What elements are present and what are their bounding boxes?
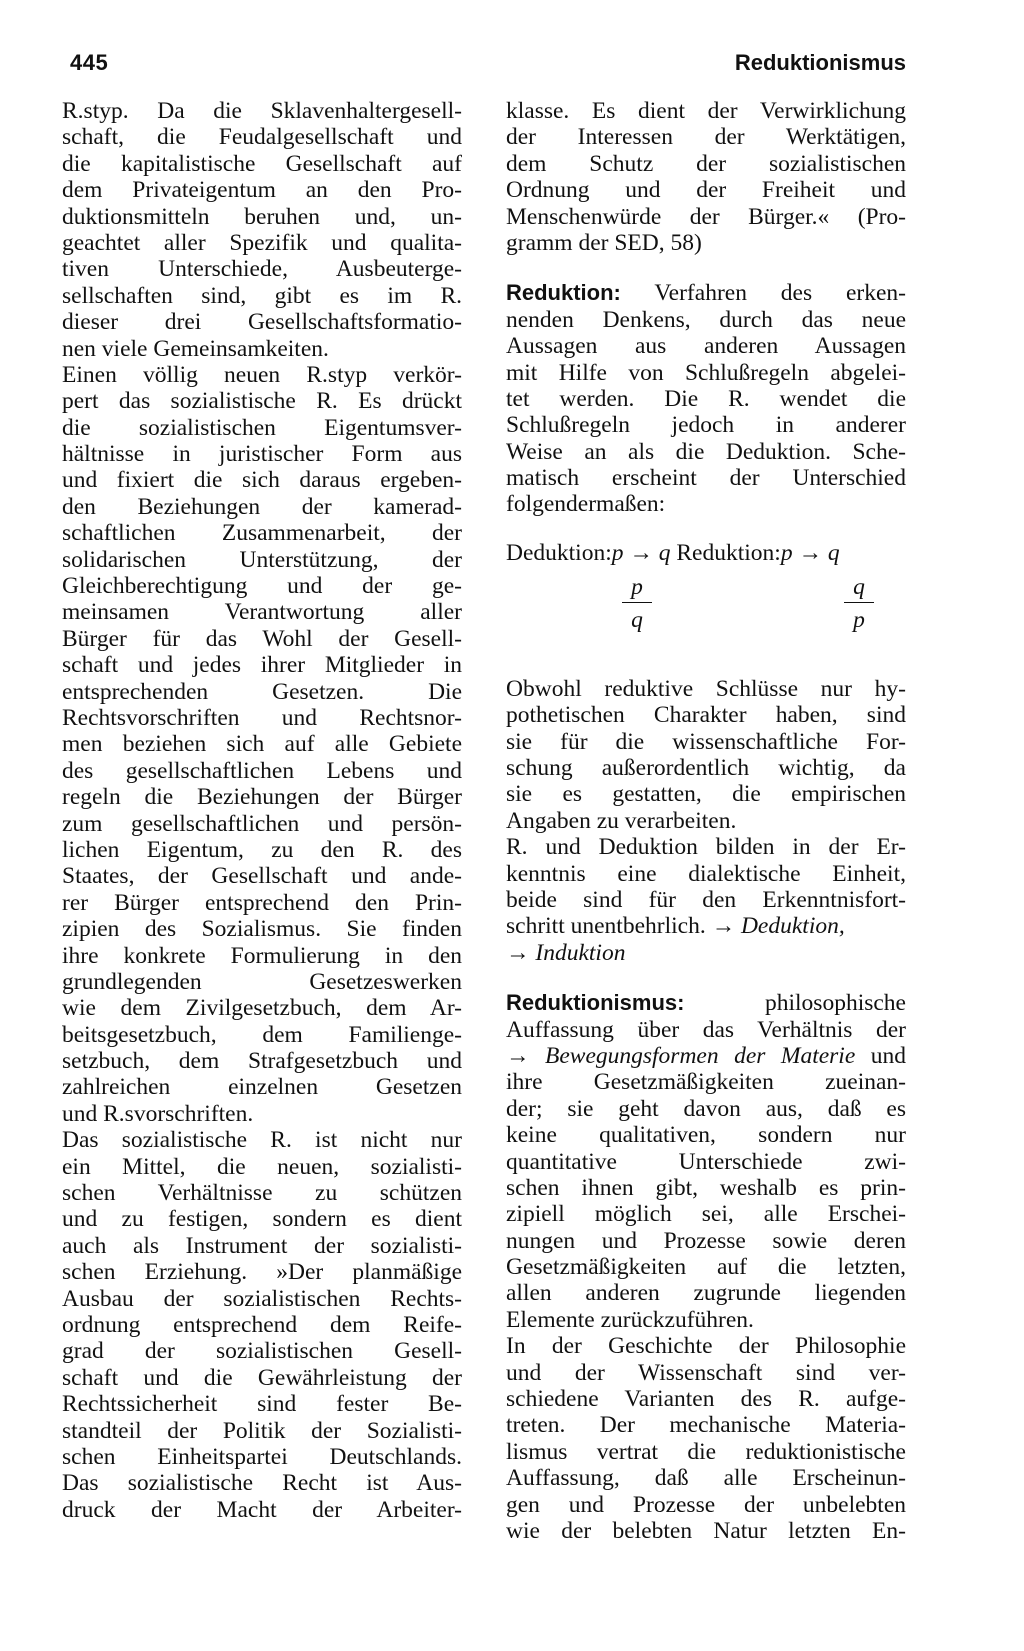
- entry-reduktion: Reduktion: Verfahren des erken- nenden Denkens, durch das neue Aussagen aus anderen Aussagen mit Hilfe von Schlußregeln abgelei- tet werden. Die R. wendet die Schlußregeln jedoch in anderer Weise an als die Deduktion. Sche- matisch erscheint der Unterschied folgendermaßen:: [506, 280, 906, 518]
- text-line: zipien des Sozialismus. Sie finden: [62, 916, 462, 943]
- schema-deduktion-formula: p → q: [611, 539, 671, 566]
- text-line: Schlußregeln jedoch in anderer: [506, 412, 906, 439]
- text-line: Elemente zurückzuführen.: [506, 1306, 754, 1333]
- text-line: schiedene Varianten des R. aufge-: [506, 1386, 906, 1413]
- text-line: und R.svorschriften.: [62, 1100, 254, 1127]
- entry-reduktionismus: Reduktionismus: philosophische Auffassung über das Verhältnis der → Bewegungsformen der Materie und ihre Gesetzmäßigkeiten zueinan- der; sie geht davon aus, daß es keine qualitativen, sondern nur quantitative Unterschiede zwi- schen ihnen gibt, weshalb es prin- zipiell möglich sei, alle Erschei- nungen und Prozesse sowie deren Gesetzmäßigkeiten auf die letzten, allen anderen zugrunde liegenden Elemente zurückzuführen. In der Geschichte der Philosophie und der Wissenschaft sind ver- schiedene Varianten des R. aufge- treten. Der mechanische Materia- lismus vertrat die reduktionistische Auffassung, daß alle Erscheinun- gen und Prozesse der unbelebten wie der belebten Natur letzten En-: [506, 990, 906, 1544]
- text-line: den Beziehungen der kamerad-: [62, 493, 462, 520]
- text-line: treten. Der mechanische Materia-: [506, 1412, 906, 1439]
- text-line: sellschaften sind, gibt es im R.: [62, 282, 462, 309]
- text-line: Angaben zu verarbeiten.: [506, 807, 737, 834]
- text-line: Obwohl reduktive Schlüsse nur hy-: [506, 675, 906, 702]
- text-line: Auffassung, daß alle Erscheinun-: [506, 1465, 906, 1492]
- text-line: men beziehen sich auf alle Gebiete: [62, 731, 462, 758]
- text-line: dem Privateigentum an den Pro-: [62, 177, 462, 204]
- text-line: grad der sozialistischen Gesell-: [62, 1338, 462, 1365]
- text-line: dem Schutz der sozialistischen: [506, 150, 906, 177]
- text-line: schaft und jedes ihrer Mitglieder in: [62, 652, 462, 679]
- text-line: Rechtssicherheit sind fester Be-: [62, 1391, 462, 1418]
- text-line: schung außerordentlich wichtig, da: [506, 755, 906, 782]
- text-line: Gleichberechtigung und der ge-: [62, 573, 462, 600]
- text-line: lismus vertrat die reduktionistische: [506, 1438, 906, 1465]
- text-line: kenntnis eine dialektische Einheit,: [506, 860, 906, 887]
- schema-deduktion-reduktion: [506, 540, 906, 658]
- left-column: [62, 98, 462, 1523]
- text-line: und fixiert die sich daraus ergeben-: [62, 467, 462, 494]
- text-line: zahlreichen einzelnen Gesetzen: [62, 1074, 462, 1101]
- text-line: geachtet aller Spezifik und qualita-: [62, 229, 462, 256]
- text-line: Ausbau der sozialistischen Rechts-: [62, 1285, 462, 1312]
- text-line: pert das sozialistische R. Es drückt: [62, 388, 462, 415]
- text-line: und der Wissenschaft sind ver-: [506, 1359, 906, 1386]
- text-line: der Interessen der Werktätigen,: [506, 124, 906, 151]
- text-line: schaft und die Gewährleistung der: [62, 1364, 462, 1391]
- text-line: Ordnung und der Freiheit und: [506, 177, 906, 204]
- text-line: grundlegenden Gesetzeswerken: [62, 968, 462, 995]
- text-line: standteil der Politik der Sozialisti-: [62, 1417, 462, 1444]
- continuation-text: [506, 98, 906, 256]
- text-line: und zu festigen, sondern es dient: [62, 1206, 462, 1233]
- text-line: Einen völlig neuen R.styp verkör-: [62, 361, 462, 388]
- text-line: Gesetzmäßigkeiten auf die letzten,: [506, 1254, 906, 1281]
- text-line: setzbuch, dem Strafgesetzbuch und: [62, 1048, 462, 1075]
- crossref-induktion: → Induktion: [506, 939, 626, 966]
- text-line: schen Verhältnisse zu schützen: [62, 1180, 462, 1207]
- page-number: 445: [70, 50, 109, 75]
- text-line: entsprechenden Gesetzen. Die: [62, 678, 462, 705]
- text-line: klasse. Es dient der Verwirklichung: [506, 98, 906, 124]
- text-line: wie der belebten Natur letzten En-: [506, 1517, 906, 1544]
- text-line: regeln die Beziehungen der Bürger: [62, 784, 462, 811]
- schema-deduktion-fraction: $\frac{p}{q}$: [622, 574, 652, 635]
- text-line: meinsamen Verantwortung aller: [62, 599, 462, 626]
- text-line: hältnisse in juristischer Form aus: [62, 441, 462, 468]
- crossref-deduktion: → Deduktion,: [711, 913, 845, 940]
- text-line: Das sozialistische Recht ist Aus-: [62, 1470, 462, 1497]
- schema-reduktion-fraction: $\frac{q}{p}$: [844, 574, 874, 635]
- crossref-line: schritt unentbehrlich. → Deduktion,: [506, 913, 845, 940]
- text-line: gen und Prozesse der unbelebten: [506, 1491, 906, 1518]
- text-line: schaft, die Feudalgesellschaft und: [62, 124, 462, 151]
- text-line: der; sie geht davon aus, daß es: [506, 1095, 906, 1122]
- text-line: R.styp. Da die Sklavenhaltergesell-: [62, 98, 462, 124]
- entry-term-reduktionismus: Reduktionismus:: [506, 990, 685, 1016]
- text-line: ihre konkrete Formulierung in den: [62, 942, 462, 969]
- text-line: tiven Unterschiede, Ausbeuterge-: [62, 256, 462, 283]
- text-line: solidarischen Unterstützung, der: [62, 546, 462, 573]
- text-line: gramm der SED, 58): [506, 229, 702, 256]
- text-line: Aussagen aus anderen Aussagen: [506, 333, 906, 360]
- reduktion-explanation: [506, 676, 906, 914]
- text-line: schen Erziehung. »Der planmäßige: [62, 1259, 462, 1286]
- crossref-bewegungsformen: → Bewegungsformen der Materie: [506, 1042, 856, 1069]
- entry-term-reduktion: Reduktion:: [506, 280, 621, 306]
- text-line: rer Bürger entsprechend den Prin-: [62, 889, 462, 916]
- text-line: auch als Instrument der sozialisti-: [62, 1232, 462, 1259]
- right-column: [506, 98, 906, 1544]
- text-line: ihre Gesetzmäßigkeiten zueinan-: [506, 1069, 906, 1096]
- text-line: beide sind für den Erkenntnisfort-: [506, 886, 906, 913]
- text-line: schaftlichen Zusammenarbeit, der: [62, 520, 462, 547]
- text-line: quantitative Unterschiede zwi-: [506, 1148, 906, 1175]
- text-line: Staates, der Gesellschaft und ande-: [62, 863, 462, 890]
- text-line: dieser drei Gesellschaftsformatio-: [62, 309, 462, 336]
- text-line: nungen und Prozesse sowie deren: [506, 1227, 906, 1254]
- text-line: beitsgesetzbuch, dem Familienge-: [62, 1021, 462, 1048]
- text-line: zipiell möglich sei, alle Erschei-: [506, 1201, 906, 1228]
- schema-reduktion-label: Reduktion:: [676, 539, 781, 566]
- text-line: matisch erscheint der Unterschied: [506, 465, 906, 492]
- text-line: die sozialistischen Eigentumsver-: [62, 414, 462, 441]
- text-line: pothetischen Charakter haben, sind: [506, 702, 906, 729]
- text-line: Weise an als die Deduktion. Sche-: [506, 438, 906, 465]
- text-line: Rechtsvorschriften und Rechtsnor-: [62, 704, 462, 731]
- text-line: zum gesellschaftlichen und persön-: [62, 810, 462, 837]
- text-line: nenden Denkens, durch das neue: [506, 306, 906, 333]
- text-line: nen viele Gemeinsamkeiten.: [62, 335, 329, 362]
- text-line: allen anderen zugrunde liegenden: [506, 1280, 906, 1307]
- text-line: In der Geschichte der Philosophie: [506, 1333, 906, 1360]
- running-title: Reduktionismus: [734, 50, 906, 75]
- text-line: keine qualitativen, sondern nur: [506, 1122, 906, 1149]
- text-line: Das sozialistische R. ist nicht nur: [62, 1127, 462, 1154]
- text-line: mit Hilfe von Schlußregeln abgelei-: [506, 359, 906, 386]
- text-line: druck der Macht der Arbeiter-: [62, 1496, 462, 1523]
- schema-deduktion-label: Deduktion:: [506, 539, 612, 566]
- text-line: sie es gestatten, die empirischen: [506, 781, 906, 808]
- text-line: lichen Eigentum, zu den R. des: [62, 836, 462, 863]
- text-line: ein Mittel, die neuen, sozialisti-: [62, 1153, 462, 1180]
- text-line: schen Einheitspartei Deutschlands.: [62, 1443, 462, 1470]
- text-line: die kapitalistische Gesellschaft auf: [62, 150, 462, 177]
- text-line: Menschenwürde der Bürger.« (Pro-: [506, 203, 906, 230]
- text-line: duktionsmitteln beruhen und, un-: [62, 203, 462, 230]
- text-line: des gesellschaftlichen Lebens und: [62, 757, 462, 784]
- text-line: schen ihnen gibt, weshalb es prin-: [506, 1174, 906, 1201]
- text-line: folgendermaßen:: [506, 491, 666, 518]
- text-line: ordnung entsprechend dem Reife-: [62, 1311, 462, 1338]
- text-line: wie dem Zivilgesetzbuch, dem Ar-: [62, 995, 462, 1022]
- text-line: Bürger für das Wohl der Gesell-: [62, 625, 462, 652]
- text-line: R. und Deduktion bilden in der Er-: [506, 834, 906, 861]
- text-line: sie für die wissenschaftliche For-: [506, 728, 906, 755]
- text-line: tet werden. Die R. wendet die: [506, 385, 906, 412]
- schema-reduktion-formula: p → q: [780, 539, 840, 566]
